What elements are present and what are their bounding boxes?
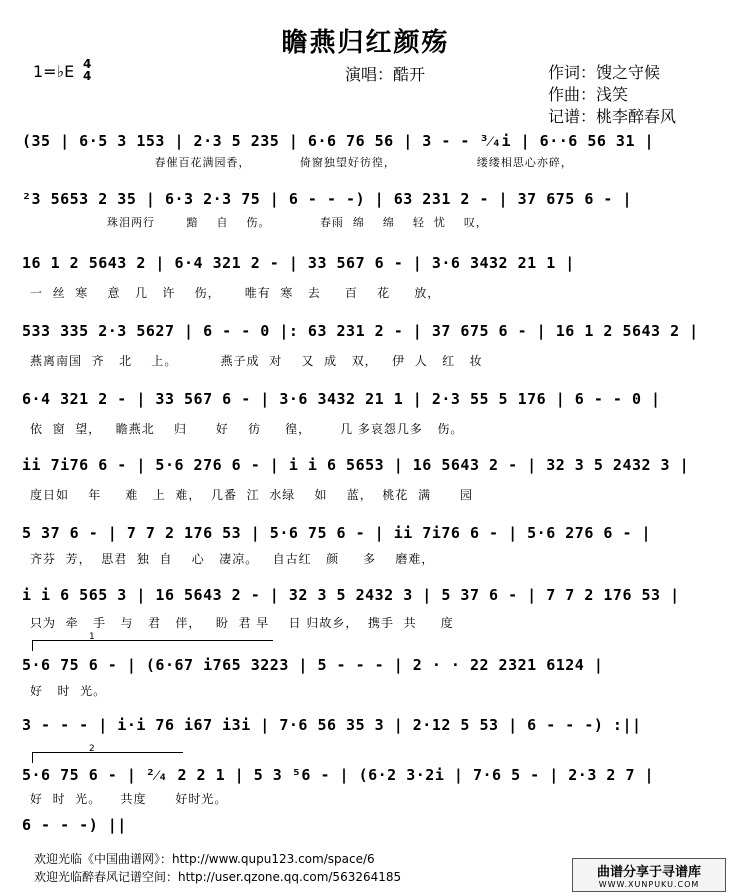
footer-line-1: 欢迎光临《中国曲谱网》：http://www.qupu123.com/space/6	[34, 852, 375, 866]
footer-line-2: 欢迎光临醉春风记谱空间：http://user.qzone.qq.com/563264185	[34, 870, 402, 884]
badge-text: 曲谱分享于寻谱库	[596, 865, 701, 880]
melody-line: 5·6 75 6 - | ²⁄₄ 2 2 1 | 5 3 ⁵6 - | (6·2 3·2i | 7·6 5 - | 2·3 2 7 |	[22, 766, 655, 784]
notation-credit: 记谱：桃李醉春风	[548, 107, 677, 126]
singer-credit: 演唱：酷开	[345, 65, 426, 84]
lyric-line: 好 时 光。 共度 好时光。	[30, 792, 228, 806]
lyricist-credit: 作词：馊之守候	[548, 63, 661, 82]
melody-line: 6·4 321 2 - | 33 567 6 - | 3·6 3432 21 1 | 2·3 55 5 176 | 6 - - 0 |	[22, 390, 661, 408]
melody-line: (35 | 6·5 3 153 | 2·3 5 235 | 6·6 76 56 | 3 - - ³⁄₄i | 6··6 56 31 |	[22, 132, 655, 150]
lyric-line: 春催百花满园香， 倚窗独望好彷徨， 缕缕相思心亦碎，	[105, 156, 573, 169]
volta-number: 1	[89, 632, 95, 642]
meter-bottom: 4	[83, 69, 92, 83]
melody-line: i i 6 565 3 | 16 5643 2 - | 32 3 5 2432 3 | 5 37 6 - | 7 7 2 176 53 |	[22, 586, 680, 604]
composer-credit: 作曲：浅笑	[548, 85, 629, 104]
melody-line: 6 - - -) ||	[22, 816, 127, 834]
second-ending-bracket	[32, 744, 183, 763]
lyric-line: 一 丝 寒 意 几 许 伤， 唯有 寒 去 百 花 放，	[30, 286, 441, 300]
lyric-line: 度日如 年 难 上 难， 几番 江 水绿 如 蓝， 桃花 满 园	[30, 488, 473, 502]
score-title: 瞻燕归红颜殇	[281, 28, 450, 58]
lyric-line: 好 时 光。	[30, 684, 107, 698]
site-badge[interactable]	[572, 858, 726, 892]
lyric-line: 珠泪两行 黯 自 伤。 春雨 绵 绵 轻 忧 叹，	[80, 216, 488, 229]
lyric-line: 只为 牵 手 与 君 伴， 盼 君 早 日 归故乡， 携手 共 度	[30, 616, 454, 630]
melody-line: 5·6 75 6 - | (6·67 i765 3223 | 5 - - - | 2 · · 22 2321 6124 |	[22, 656, 604, 674]
credits-block	[548, 62, 676, 128]
key-signature: 1=♭E	[33, 62, 75, 81]
melody-line: 16 1 2 5643 2 | 6·4 321 2 - | 33 567 6 - | 3·6 3432 21 1 |	[22, 254, 575, 272]
time-signature	[83, 58, 91, 82]
melody-line: ²3 5653 2 35 | 6·3 2·3 75 | 6 - - -) | 63 231 2 - | 37 675 6 - |	[22, 190, 632, 208]
badge-url: WWW.XUNPUKU.COM	[598, 880, 700, 889]
melody-line: 5 37 6 - | 7 7 2 176 53 | 5·6 75 6 - | ii 7i76 6 - | 5·6 276 6 - |	[22, 524, 652, 542]
melody-line: 533 335 2·3 5627 | 6 - - 0 |: 63 231 2 - | 37 675 6 - | 16 1 2 5643 2 |	[22, 322, 699, 340]
first-ending-bracket	[32, 632, 273, 651]
melody-line: ii 7i76 6 - | 5·6 276 6 - | i i 6 5653 | 16 5643 2 - | 32 3 5 2432 3 |	[22, 456, 690, 474]
melody-line: 3 - - - | i·i 76 i67 i3i | 7·6 56 35 3 | 2·12 5 53 | 6 - - -) :||	[22, 716, 642, 734]
volta-number: 2	[89, 744, 95, 754]
meter-top: 4	[83, 57, 92, 71]
lyric-line: 依 窗 望， 瞻燕北 归 好 彷 徨， 几 多哀怨几多 伤。	[30, 422, 464, 436]
lyric-line: 燕离南国 齐 北 上。 燕子成 对 又 成 双， 伊 人 红 妆	[30, 354, 483, 368]
lyric-line: 齐芬 芳， 思君 独 自 心 凄凉。 自古红 颜 多 磨难，	[30, 552, 435, 566]
